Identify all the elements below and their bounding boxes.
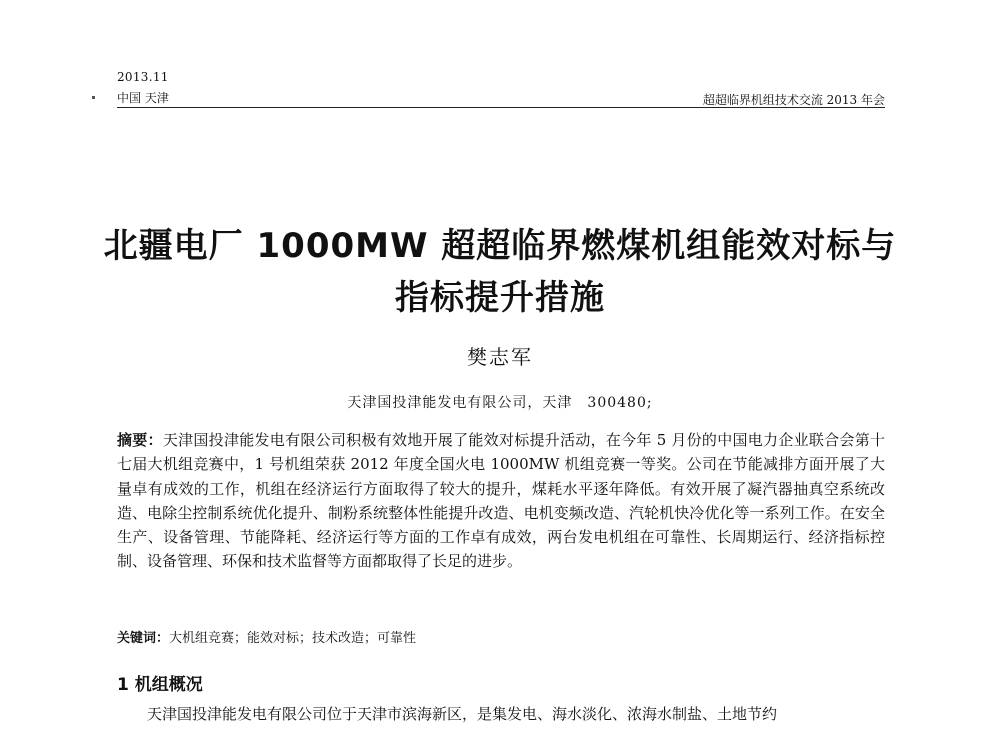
keywords-text: 大机组竞赛；能效对标；技术改造；可靠性 — [169, 631, 417, 646]
keywords-label: 关键词： — [117, 631, 170, 646]
header-place: 中国 天津 — [117, 91, 169, 105]
header-conference: 超超临界机组技术交流 2013 年会 — [702, 93, 885, 107]
section-paragraph: 天津国投津能发电有限公司位于天津市滨海新区，是集发电、海水淡化、浓海水制盐、土地节约 — [147, 705, 778, 723]
scan-speck — [92, 96, 95, 99]
section-heading: 1 机组概况 — [117, 675, 203, 695]
abstract — [117, 428, 885, 574]
author-name: 樊志军 — [467, 345, 533, 369]
paper-title-line-1: 北疆电厂 1000MW 超超临界燃煤机组能效对标与 — [103, 226, 897, 266]
header-date: 2013.11 — [117, 70, 169, 84]
header-rule — [117, 107, 885, 108]
keywords — [117, 627, 885, 646]
author-affiliation: 天津国投津能发电有限公司，天津 300480; — [347, 395, 653, 411]
abstract-text: 天津国投津能发电有限公司积极有效地开展了能效对标提升活动，在今年 5 月份的中国电力企业联合会第十七届大机组竞赛中，1 号机组荣获 2012 年度全国火电 1000MW 机组竞赛一等奖。公司在节能减排方面开展了大量卓有成效的工作，机组在经济运行方面取得了较大的提升，煤耗水平逐年降低。有效开展了凝汽器抽真空系统改造、电除尘控制系统优化提升、制粉系统整体性能提升改造、电机变频改造、汽轮机快冷优化等一系列工作。在安全生产、设备管理、节能降耗、经济运行等方面的工作卓有成效，两台发电机组在可靠性、长周期运行、经济指标控制、设备管理、环保和技术监督等方面都取得了长足的进步。 — [117, 431, 885, 571]
paper-title-line-2: 指标提升措施 — [395, 278, 605, 318]
abstract-label: 摘要： — [117, 431, 163, 449]
